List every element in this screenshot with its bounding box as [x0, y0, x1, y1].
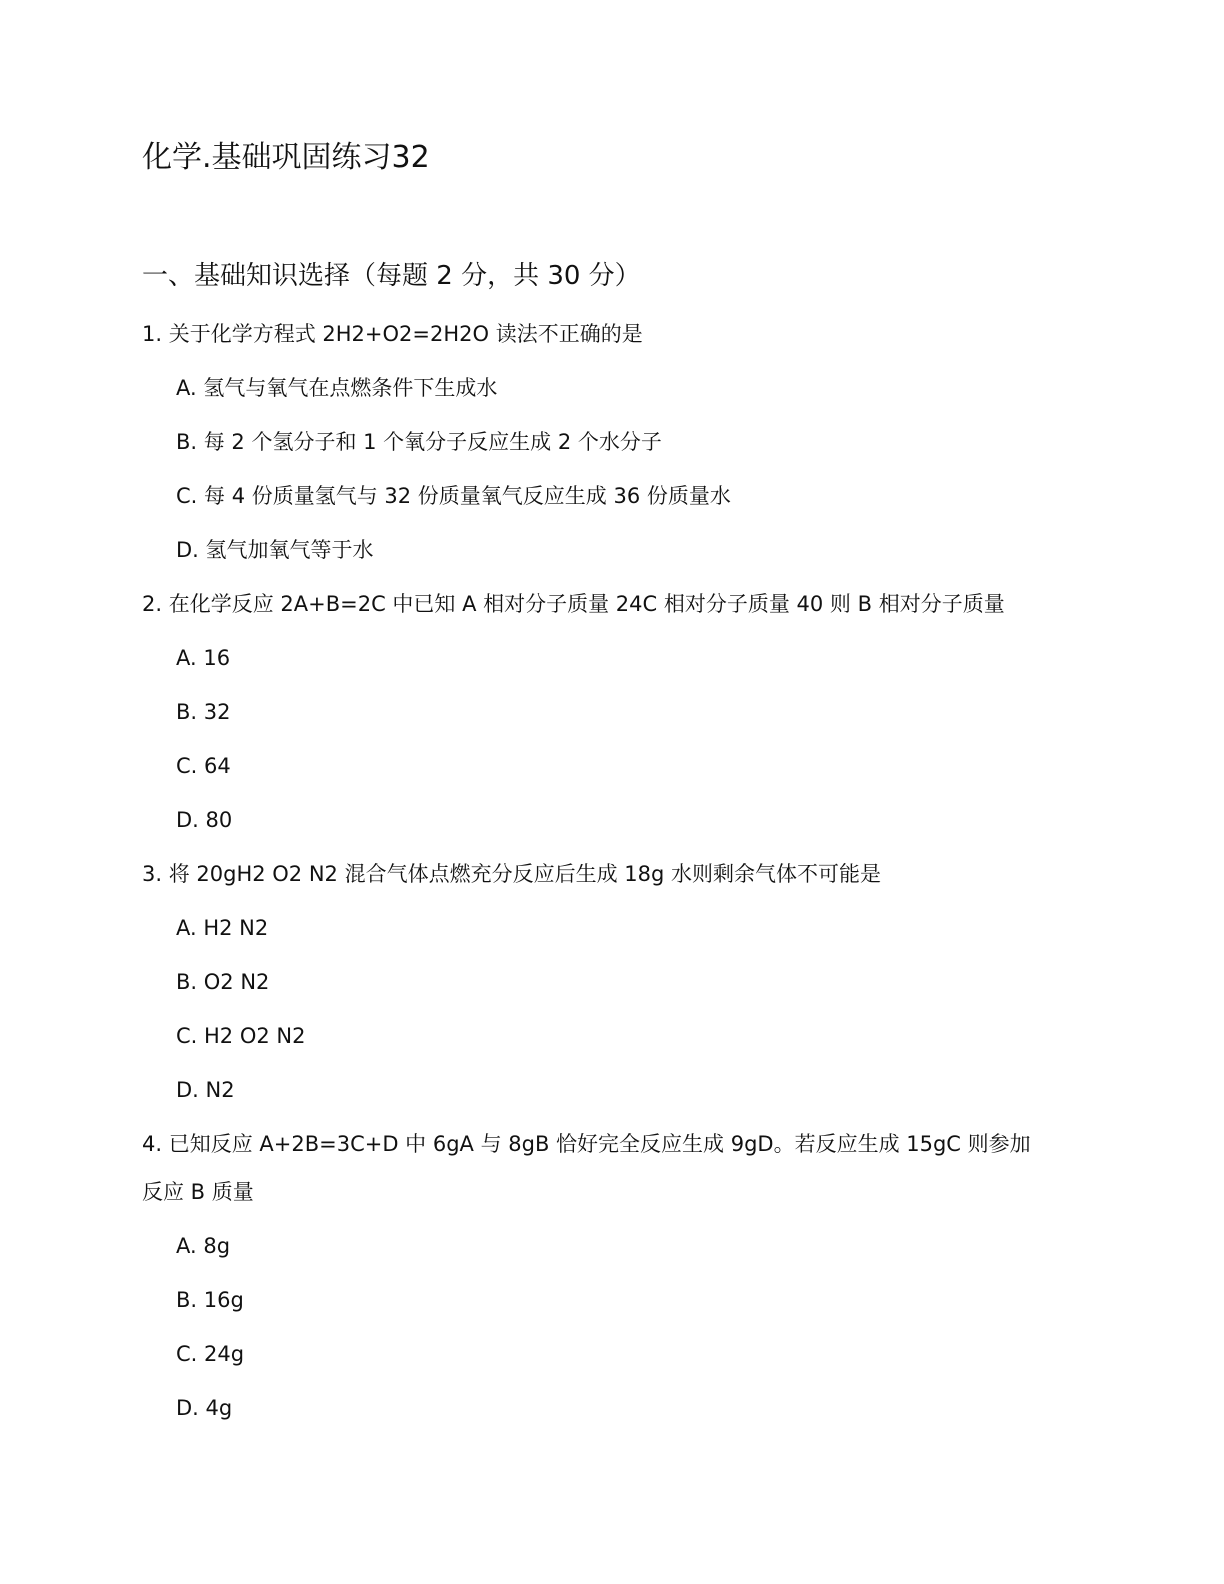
- option-b: B. 16g: [176, 1288, 244, 1312]
- question-stem: 2. 在化学反应 2A+B=2C 中已知 A 相对分子质量 24C 相对分子质量 40 则 B 相对分子质量: [142, 592, 1005, 616]
- option-b: B. 32: [176, 700, 231, 724]
- option-c: C. H2 O2 N2: [176, 1024, 306, 1048]
- option-d: D. 氢气加氧气等于水: [176, 538, 374, 562]
- option-c: C. 64: [176, 754, 231, 778]
- option-b: B. 每 2 个氢分子和 1 个氧分子反应生成 2 个水分子: [176, 430, 662, 454]
- question-stem: 1. 关于化学方程式 2H2+O2=2H2O 读法不正确的是: [142, 322, 643, 346]
- option-c: C. 24g: [176, 1342, 245, 1366]
- document-title: 化学.基础巩固练习32: [142, 140, 430, 175]
- question-stem: 3. 将 20gH2 O2 N2 混合气体点燃充分反应后生成 18g 水则剩余气体不可能是: [142, 862, 881, 886]
- option-a: A. 8g: [176, 1234, 231, 1258]
- option-a: A. 氢气与氧气在点燃条件下生成水: [176, 376, 498, 400]
- section-heading: 一、基础知识选择（每题 2 分，共 30 分）: [142, 261, 641, 291]
- question-stem: 4. 已知反应 A+2B=3C+D 中 6gA 与 8gB 恰好完全反应生成 9gD。若反应生成 15gC 则参加: [142, 1132, 1031, 1156]
- option-d: D. 80: [176, 808, 233, 832]
- option-a: A. 16: [176, 646, 231, 670]
- option-d: D. N2: [176, 1078, 235, 1102]
- question-stem-continued: 反应 B 质量: [142, 1180, 254, 1204]
- option-c: C. 每 4 份质量氢气与 32 份质量氧气反应生成 36 份质量水: [176, 484, 731, 508]
- option-d: D. 4g: [176, 1396, 233, 1420]
- option-b: B. O2 N2: [176, 970, 270, 994]
- option-a: A. H2 N2: [176, 916, 269, 940]
